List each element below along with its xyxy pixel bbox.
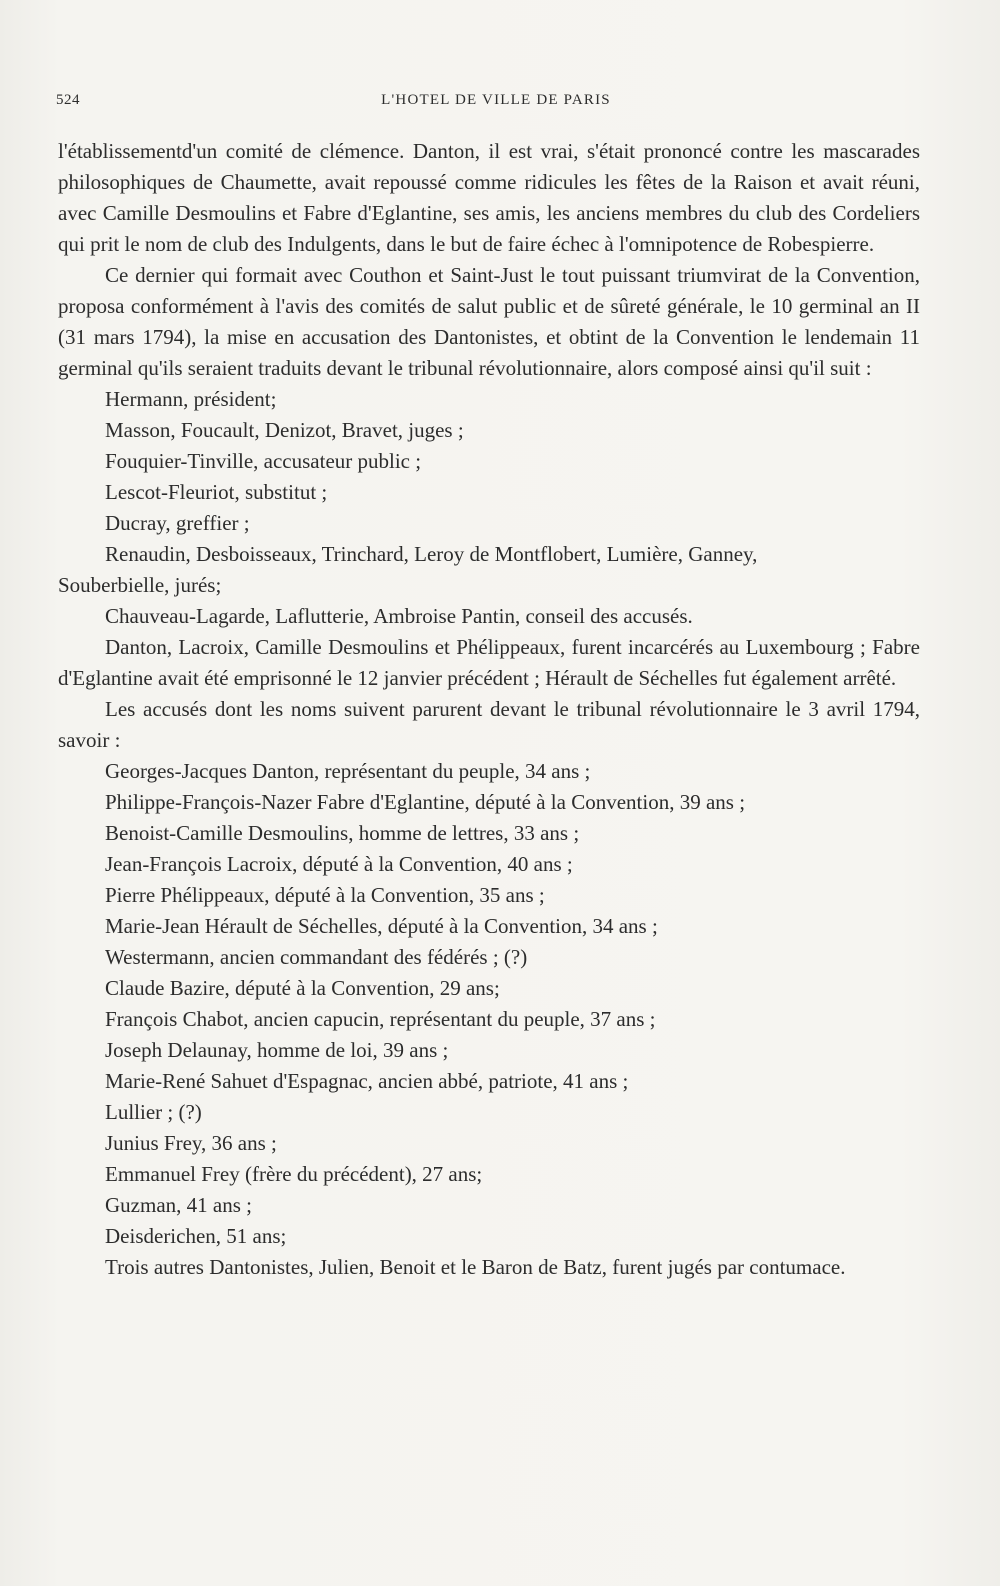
tribunal-member: Hermann, président; bbox=[105, 387, 277, 411]
page-body bbox=[58, 136, 920, 1283]
tribunal-member: Fouquier-Tinville, accusateur public ; bbox=[105, 449, 422, 473]
paragraph-incarceration: Danton, Lacroix, Camille Desmoulins et Phélippeaux, furent incarcérés au Luxembourg ; Fabre d'Eglantine avait été emprisonné le 12 janvier précédent ; Hérault de Séchelles fut également arrêté. bbox=[58, 635, 920, 690]
accused-item: Guzman, 41 ans ; bbox=[105, 1193, 252, 1217]
accused-item: Pierre Phélippeaux, député à la Convention, 35 ans ; bbox=[105, 883, 545, 907]
accused-item: Marie-Jean Hérault de Séchelles, député à la Convention, 34 ans ; bbox=[105, 914, 658, 938]
paragraph-continuation: l'établissementd'un comité de clémence. Danton, il est vrai, s'était prononcé contre les mascarades philosophiques de Chaumette, avait repoussé comme ridicules les fêtes de la Raison et avait réuni, avec Camille Desmoulins et Fabre d'Eglantine, ses amis, les anciens membres du club des Cordeliers qui prit le nom de club des Indulgents, dans le but de faire échec à l'omnipotence de Robespierre. bbox=[58, 139, 920, 256]
tribunal-member: Ducray, greffier ; bbox=[105, 511, 250, 535]
paragraph-accused-intro: Les accusés dont les noms suivent parurent devant le tribunal révolutionnaire le 3 avril 1794, savoir : bbox=[58, 697, 920, 752]
accused-item: Philippe-François-Nazer Fabre d'Eglantine, député à la Convention, 39 ans ; bbox=[105, 790, 746, 814]
accused-item: Benoist-Camille Desmoulins, homme de lettres, 33 ans ; bbox=[105, 821, 580, 845]
tribunal-member: Lescot-Fleuriot, substitut ; bbox=[105, 480, 328, 504]
paragraph-contumace: Trois autres Dantonistes, Julien, Benoit et le Baron de Batz, furent jugés par contumace. bbox=[105, 1255, 846, 1279]
accused-item: Jean-François Lacroix, député à la Convention, 40 ans ; bbox=[105, 852, 573, 876]
accused-item: Deisderichen, 51 ans; bbox=[105, 1224, 287, 1248]
page-number: 524 bbox=[56, 92, 80, 108]
paragraph-tribunal-intro: Ce dernier qui formait avec Couthon et Saint-Just le tout puissant triumvirat de la Convention, proposa conformément à l'avis des comités de salut public et de sûreté générale, le 10 germinal an II (31 mars 1794), la mise en accusation des Dantonistes, et obtint de la Convention le lendemain 11 germinal qu'ils seraient traduits devant le tribunal révolutionnaire, alors composé ainsi qu'il suit : bbox=[58, 263, 920, 380]
accused-item: François Chabot, ancien capucin, représentant du peuple, 37 ans ; bbox=[105, 1007, 656, 1031]
accused-item: Georges-Jacques Danton, représentant du peuple, 34 ans ; bbox=[105, 759, 591, 783]
accused-item: Lullier ; (?) bbox=[105, 1100, 202, 1124]
running-title: L'HOTEL DE VILLE DE PARIS bbox=[381, 92, 611, 108]
tribunal-member: Masson, Foucault, Denizot, Bravet, juges ; bbox=[105, 418, 464, 442]
accused-item: Marie-René Sahuet d'Espagnac, ancien abbé, patriote, 41 ans ; bbox=[105, 1069, 629, 1093]
page-header bbox=[56, 92, 936, 116]
accused-item: Westermann, ancien commandant des fédérés ; (?) bbox=[105, 945, 528, 969]
accused-item: Junius Frey, 36 ans ; bbox=[105, 1131, 277, 1155]
accused-item: Claude Bazire, député à la Convention, 29 ans; bbox=[105, 976, 500, 1000]
accused-item: Joseph Delaunay, homme de loi, 39 ans ; bbox=[105, 1038, 449, 1062]
accused-item: Emmanuel Frey (frère du précédent), 27 ans; bbox=[105, 1162, 483, 1186]
conseil-line: Chauveau-Lagarde, Laflutterie, Ambroise Pantin, conseil des accusés. bbox=[105, 604, 693, 628]
jures-line-continued: Souberbielle, jurés; bbox=[58, 573, 222, 597]
jures-line: Renaudin, Desboisseaux, Trinchard, Leroy de Montflobert, Lumière, Ganney, bbox=[105, 542, 758, 566]
